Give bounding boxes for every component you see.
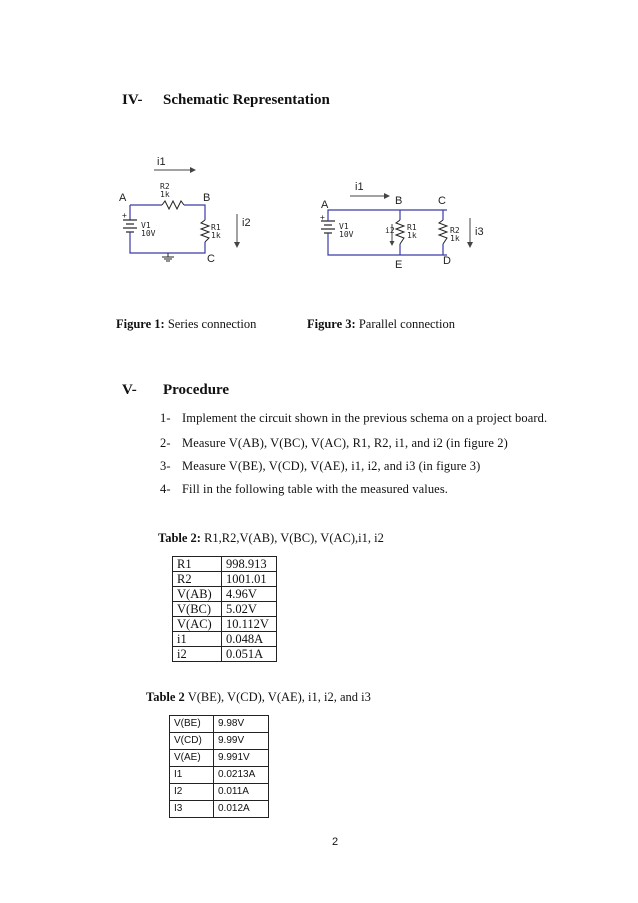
parallel-i2-label: i2 <box>385 226 395 235</box>
table-cell: 4.96V <box>222 587 277 602</box>
section-title: Procedure <box>163 382 230 398</box>
table-cell: R1 <box>173 557 222 572</box>
parallel-node-b: B <box>395 195 403 207</box>
section-title: Schematic Representation <box>163 92 330 108</box>
table-cell: V(BE) <box>170 716 214 733</box>
parallel-r2-name: R2 <box>450 226 460 235</box>
series-v-value: 10V <box>141 229 156 238</box>
table-2-caption-label: Table 2 <box>146 690 185 704</box>
table-cell: i1 <box>173 632 222 647</box>
series-node-a: A <box>119 192 127 204</box>
table-row <box>173 647 277 662</box>
table-cell: 0.051A <box>222 647 277 662</box>
measurements-table-series <box>172 556 277 662</box>
table-row <box>173 632 277 647</box>
series-r1-value: 1k <box>211 231 221 240</box>
table-row <box>173 602 277 617</box>
procedure-step <box>160 436 508 451</box>
table-row <box>170 750 269 767</box>
table-cell: 0.0213A <box>214 767 269 784</box>
table-cell: 9.99V <box>214 733 269 750</box>
table-cell: V(CD) <box>170 733 214 750</box>
table-row <box>170 716 269 733</box>
table-cell: 0.011A <box>214 784 269 801</box>
table-cell: V(AC) <box>173 617 222 632</box>
table-row <box>170 801 269 818</box>
figure-3-caption-text: Parallel connection <box>355 317 455 331</box>
table-row <box>170 733 269 750</box>
figure-1-caption-text: Series connection <box>164 317 257 331</box>
table-cell: i2 <box>173 647 222 662</box>
step-number: 3- <box>160 459 171 473</box>
parallel-r1-resistor <box>396 220 404 244</box>
step-text: Fill in the following table with the measured values. <box>182 482 449 496</box>
procedure-step <box>160 411 547 426</box>
table-row <box>170 767 269 784</box>
series-i1-label: i1 <box>157 156 166 168</box>
table-1-caption <box>158 531 384 546</box>
parallel-node-e: E <box>395 259 403 270</box>
table-cell: 1001.01 <box>222 572 277 587</box>
series-r1-resistor <box>201 220 209 242</box>
table-cell: I2 <box>170 784 214 801</box>
figure-3-caption <box>307 317 455 332</box>
table-cell: V(BC) <box>173 602 222 617</box>
step-number: 2- <box>160 436 171 450</box>
table-row <box>173 557 277 572</box>
table-cell: V(AE) <box>170 750 214 767</box>
table-cell: 0.048A <box>222 632 277 647</box>
parallel-node-a: A <box>321 199 329 211</box>
series-r2-name: R2 <box>160 182 170 191</box>
parallel-circuit-diagram <box>312 178 502 270</box>
table-row <box>173 572 277 587</box>
series-r2-resistor <box>162 201 184 209</box>
step-number: 1- <box>160 411 171 425</box>
table-cell: 998.913 <box>222 557 277 572</box>
table-row <box>173 617 277 632</box>
table-cell: I1 <box>170 767 214 784</box>
step-text: Implement the circuit shown in the previous schema on a project board. <box>182 411 548 425</box>
table-1-caption-text: R1,R2,V(AB), V(BC), V(AC),i1, i2 <box>200 531 384 545</box>
table-cell: R2 <box>173 572 222 587</box>
figure-1-caption-label: Figure 1: <box>116 317 165 331</box>
parallel-i1-label: i1 <box>355 181 364 193</box>
figure-1-caption <box>116 317 256 332</box>
series-r1-name: R1 <box>211 223 221 232</box>
parallel-node-d: D <box>443 255 451 267</box>
step-text: Measure V(AB), V(BC), V(AC), R1, R2, i1, and i2 (in figure 2) <box>182 436 508 450</box>
parallel-r2-value: 1k <box>450 234 460 243</box>
series-i2-label: i2 <box>242 217 251 229</box>
table-row <box>173 587 277 602</box>
svg-text:+: + <box>122 211 127 220</box>
parallel-v-name: V1 <box>339 222 349 231</box>
table-cell: I3 <box>170 801 214 818</box>
table-row <box>170 784 269 801</box>
series-circuit-diagram <box>110 150 260 270</box>
svg-text:+: + <box>320 213 325 222</box>
parallel-r1-name: R1 <box>407 223 417 232</box>
table-2-caption-text: V(BE), V(CD), V(AE), i1, i2, and i3 <box>184 690 371 704</box>
series-v-name: V1 <box>141 221 151 230</box>
table-cell: V(AB) <box>173 587 222 602</box>
measurements-table-parallel <box>169 715 269 818</box>
procedure-step <box>160 459 480 474</box>
page-number: 2 <box>332 836 339 848</box>
parallel-r1-value: 1k <box>407 231 417 240</box>
section-number: V- <box>122 382 137 398</box>
parallel-node-c: C <box>438 195 446 207</box>
table-1-caption-label: Table 2: <box>158 531 201 545</box>
table-cell: 0.012A <box>214 801 269 818</box>
section-number: IV- <box>122 92 143 108</box>
step-text: Measure V(BE), V(CD), V(AE), i1, i2, and i3 (in figure 3) <box>182 459 481 473</box>
series-node-c: C <box>207 253 215 265</box>
series-r2-value: 1k <box>160 190 170 199</box>
figure-3-caption-label: Figure 3: <box>307 317 356 331</box>
table-2-caption <box>146 690 371 705</box>
table-cell: 9.991V <box>214 750 269 767</box>
table-cell: 5.02V <box>222 602 277 617</box>
parallel-v-value: 10V <box>339 230 354 239</box>
parallel-i3-label: i3 <box>475 226 484 238</box>
parallel-r2-resistor <box>439 220 447 244</box>
procedure-step <box>160 482 448 497</box>
step-number: 4- <box>160 482 171 496</box>
series-node-b: B <box>203 192 211 204</box>
table-cell: 9.98V <box>214 716 269 733</box>
table-cell: 10.112V <box>222 617 277 632</box>
